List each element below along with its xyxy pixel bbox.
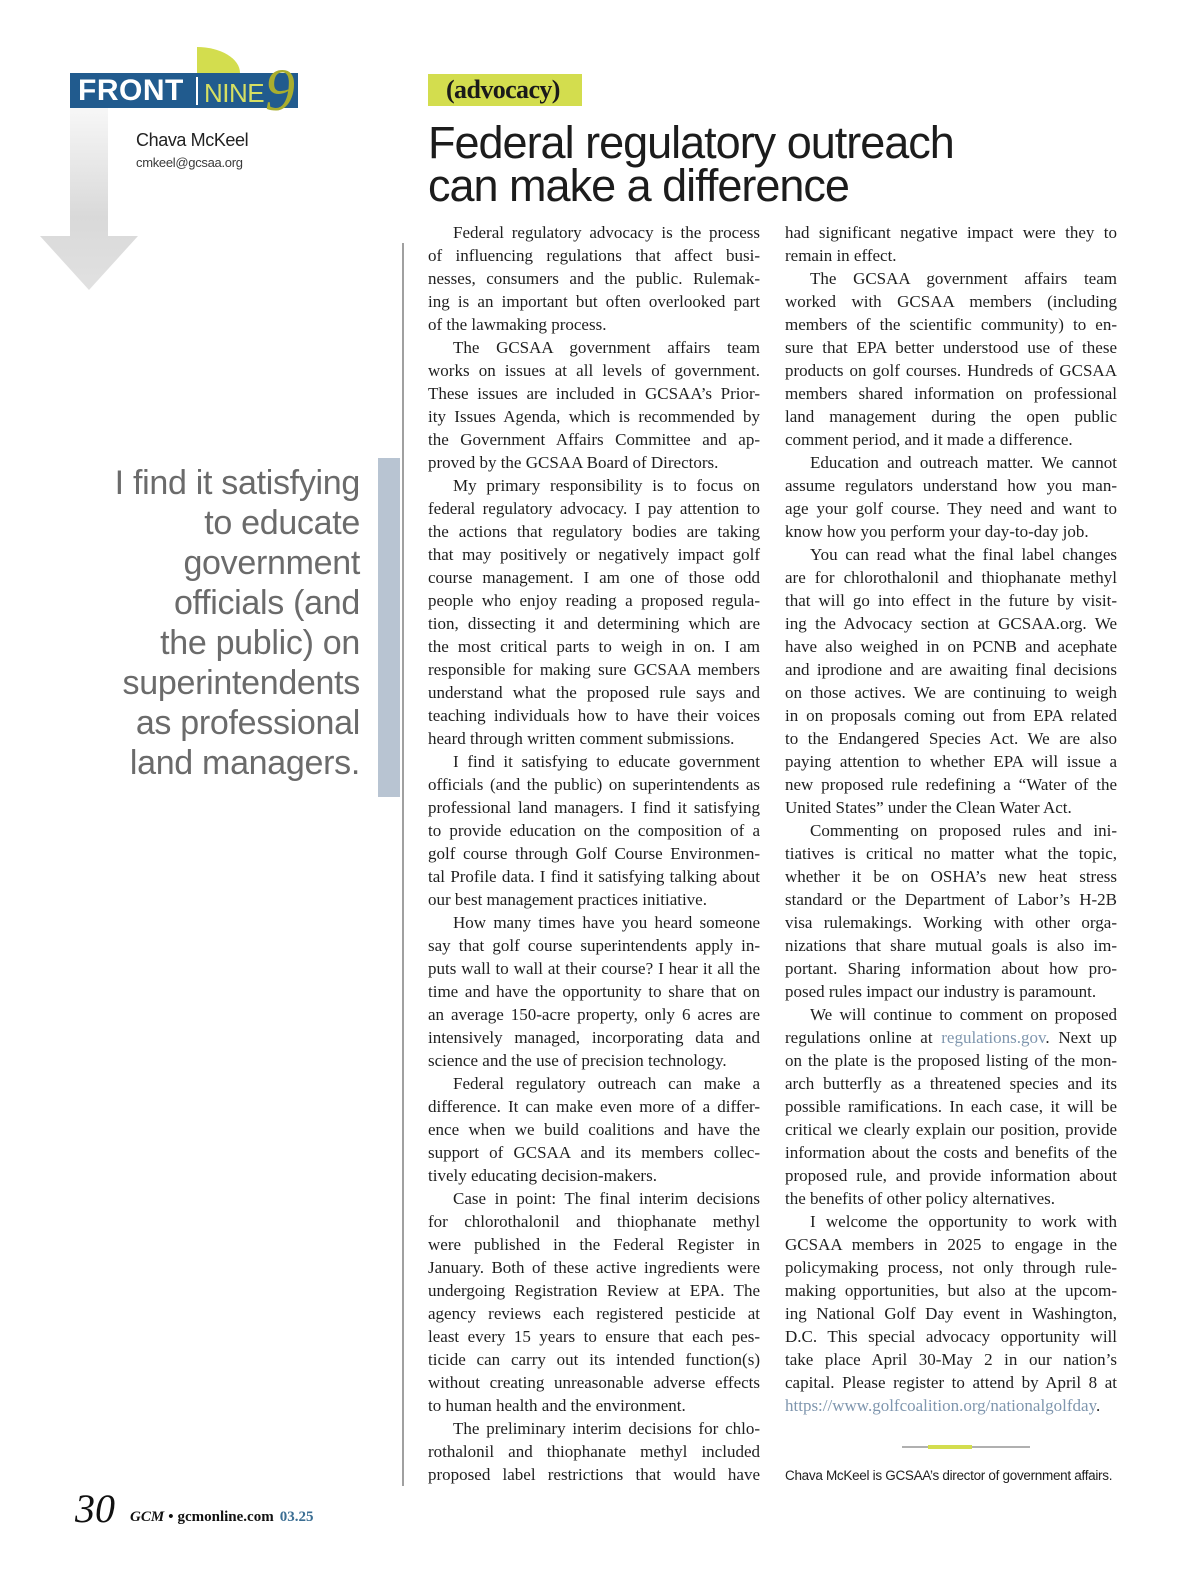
body-paragraph: [785, 221, 1117, 267]
body-text-line: possible ramifications. In each case, it will be: [785, 1097, 1117, 1116]
pull-quote-line: as professional: [135, 704, 360, 742]
body-paragraph: [785, 1210, 1117, 1417]
body-paragraph: [428, 1187, 760, 1417]
body-text-line: Education and outreach matter. We cannot: [810, 453, 1117, 472]
body-text-line: new proposed rule redefining a “Water of the: [785, 775, 1117, 794]
body-text-line: assume regulators understand how you man-: [785, 476, 1117, 495]
body-text-line: the benefits of other policy alternatives.: [785, 1189, 1056, 1208]
column-rule: [402, 243, 404, 1486]
logo-numeral: 9: [265, 57, 295, 123]
body-text-line: support of GCSAA and its members collec-: [428, 1143, 760, 1162]
body-text-line: sure that EPA better understood use of these: [785, 338, 1117, 357]
body-text-line: land management during the open public: [785, 407, 1117, 426]
body-text-line: worked with GCSAA members (including: [785, 292, 1117, 311]
author-bio: Chava McKeel is GCSAA’s director of government affairs.: [785, 1468, 1113, 1483]
body-text-line: standard or the Department of Labor’s H-2B: [785, 890, 1117, 909]
body-text-line: Federal regulatory advocacy is the process: [453, 223, 760, 242]
body-text-line: undergoing Registration Review at EPA. The: [428, 1281, 760, 1300]
body-text-line: comment period, and it made a difference.: [785, 430, 1073, 449]
body-paragraph: [428, 1072, 760, 1187]
body-text-line: [785, 1026, 1117, 1049]
body-text-line: for chlorothalonil and thiophanate methyl: [428, 1212, 760, 1231]
body-text-line: You can read what the final label changes: [810, 545, 1117, 564]
body-text-line: on the plate is the proposed listing of the mon-: [785, 1051, 1117, 1070]
category-tag: [428, 74, 582, 106]
body-text-line: agency reviews each registered pesticide at: [428, 1304, 760, 1323]
body-text-line: without creating unreasonable adverse effects: [428, 1373, 760, 1392]
body-text-line: members of the scientific community) to en-: [785, 315, 1117, 334]
body-text-line: to provide education on the composition of a: [428, 821, 760, 840]
body-text-line: least every 15 years to ensure that each pes-: [428, 1327, 760, 1346]
body-paragraph: [428, 1417, 760, 1486]
body-text-line: United States” under the Clean Water Act.: [785, 798, 1072, 817]
body-text-line: puts wall to wall at their course? I hear it all the: [428, 959, 760, 978]
body-text-line: say that golf course superintendents apply in-: [428, 936, 760, 955]
body-text-line: ence when we build coalitions and have the: [428, 1120, 760, 1139]
pull-quote-line: government: [183, 544, 360, 582]
body-text-line: know how you perform your day-to-day job.: [785, 522, 1089, 541]
body-text-line: capital. Please register to attend by April 8 at: [785, 1373, 1117, 1392]
body-text-line: posed rules impact our industry is paramount.: [785, 982, 1097, 1001]
body-text-line: The GCSAA government affairs team: [453, 338, 760, 357]
author-email: cmkeel@gcsaa.org: [136, 155, 243, 170]
body-text-line: on those actives. We are continuing to weigh: [785, 683, 1117, 702]
body-text-line: ing is an important but often overlooked part: [428, 292, 760, 311]
body-text-line: My primary responsibility is to focus on: [453, 476, 760, 495]
body-text-line: take place April 30-May 2 in our nation’s: [785, 1350, 1117, 1369]
body-text-line: that may positively or negatively impact golf: [428, 545, 760, 564]
footer-issue-date: 03.25: [279, 1509, 314, 1525]
page-number: 30: [75, 1486, 115, 1531]
section-divider-accent: [928, 1445, 972, 1449]
body-text-line: These issues are included in GCSAA’s Prior-: [428, 384, 760, 403]
body-text-line: age your golf course. They need and want to: [785, 499, 1117, 518]
body-text-line: an average 150-acre property, only 6 acres are: [428, 1005, 760, 1024]
body-text-line: critical we clearly explain our position, provide: [785, 1120, 1117, 1139]
body-text-line: understand what the proposed rule says and: [428, 683, 760, 702]
pull-quote-line: land managers.: [129, 744, 360, 782]
pull-quote-line: I find it satisfying: [114, 464, 360, 502]
body-text-line: in on proposals coming out from EPA related: [785, 706, 1117, 725]
body-text-line: paying attention to whether EPA will issue a: [785, 752, 1117, 771]
body-text-line: information about the costs and benefits of the: [785, 1143, 1117, 1162]
body-text-line: tiatives is critical no matter what the topic,: [785, 844, 1117, 863]
body-text-line: GCSAA members in 2025 to engage in the: [785, 1235, 1117, 1254]
body-text-line: nizations that share mutual goals is also im-: [785, 936, 1117, 955]
body-text-line: I find it satisfying to educate government: [453, 752, 760, 771]
body-text-line: to human health and the environment.: [428, 1396, 686, 1415]
footer-folio: [130, 1508, 313, 1526]
body-text-line: We will continue to comment on proposed: [810, 1005, 1117, 1024]
body-paragraph: [428, 474, 760, 750]
body-text-line: tively educating decision-makers.: [428, 1166, 657, 1185]
body-text-line: of the lawmaking process.: [428, 315, 607, 334]
body-text-line: visa rulemakings. Working with other orga-: [785, 913, 1117, 932]
body-text-line: remain in effect.: [785, 246, 897, 265]
body-text-line: teaching individuals how to have their voices: [428, 706, 760, 725]
body-paragraph: [428, 911, 760, 1072]
author-name: Chava McKeel: [136, 130, 249, 150]
footer-publication: GCM: [130, 1509, 165, 1525]
body-text-line: D.C. This special advocacy opportunity will: [785, 1327, 1117, 1346]
body-text-line: heard through written comment submissions.: [428, 729, 735, 748]
pull-quote-bar: [378, 458, 400, 797]
body-paragraph: [785, 267, 1117, 451]
body-text-line: people who enjoy reading a proposed regula-: [428, 591, 760, 610]
footer-separator: •: [168, 1509, 174, 1525]
down-arrow-icon: [40, 108, 138, 290]
body-text-line: federal regulatory advocacy. I pay attention to: [428, 499, 760, 518]
body-text-line: portant. Sharing information about how pro-: [785, 959, 1117, 978]
body-text-line: the Government Affairs Committee and ap-: [428, 430, 760, 449]
body-text-line: the actions that regulatory bodies are taking: [428, 522, 760, 541]
body-text-line: tion, dissecting it and determining which are: [428, 614, 760, 633]
body-text-line: the most critical parts to weigh in on. I am: [428, 637, 760, 656]
body-text-line: ticide can carry out its intended function(s): [428, 1350, 760, 1369]
body-text-segment: .: [1096, 1396, 1101, 1415]
logo-divider: [196, 77, 198, 105]
body-text-line: ing National Golf Day event in Washington,: [785, 1304, 1117, 1323]
body-column-2: [785, 221, 1117, 1417]
body-text-line: proposed label restrictions that would have: [428, 1465, 760, 1484]
body-text-line: had significant negative impact were they to: [785, 223, 1117, 242]
body-paragraph: [785, 543, 1117, 819]
body-text-line: are for chlorothalonil and thiophanate methyl: [785, 568, 1117, 587]
body-text-line: arch butterfly as a threatened species and its: [785, 1074, 1117, 1093]
body-text-line: I welcome the opportunity to work with: [810, 1212, 1117, 1231]
body-text-line: Federal regulatory outreach can make a: [453, 1074, 760, 1093]
pull-quote-line: superintendents: [122, 664, 360, 702]
body-text-line: that will go into effect in the future by visit-: [785, 591, 1117, 610]
body-text-line: policymaking process, not only through rule-: [785, 1258, 1117, 1277]
headline-line: can make a difference: [428, 160, 849, 211]
body-text-line: our best management practices initiative.: [428, 890, 707, 909]
body-text-segment: regulations online at: [785, 1028, 942, 1047]
body-text-line: products on golf courses. Hundreds of GCSAA: [785, 361, 1117, 380]
body-text-line: and iprodione and are awaiting final decisions: [785, 660, 1117, 679]
headline: [428, 117, 954, 211]
logo-word-front: FRONT: [78, 74, 184, 107]
body-paragraph: [785, 1003, 1117, 1210]
pull-quote-line: the public) on: [160, 624, 360, 662]
body-text-line: professional land managers. I find it satisfying: [428, 798, 760, 817]
body-text-line: How many times have you heard someone: [453, 913, 760, 932]
body-text-line: rothalonil and thiophanate methyl included: [428, 1442, 760, 1461]
body-text-line: proposed rule, and provide information about: [785, 1166, 1117, 1185]
body-text-line: intensively managed, incorporating data and: [428, 1028, 760, 1047]
body-text-line: The GCSAA government affairs team: [810, 269, 1117, 288]
footer-website: gcmonline.com: [177, 1509, 274, 1525]
body-text-line: whether it be on OSHA’s new heat stress: [785, 867, 1117, 886]
body-text-line: The preliminary interim decisions for chlo-: [453, 1419, 760, 1438]
logo-word-nine: NINE: [204, 78, 265, 108]
body-paragraph: [785, 819, 1117, 1003]
body-text-line: members shared information on professional: [785, 384, 1117, 403]
logo-accent-shape: [197, 47, 240, 73]
body-text-line: science and the use of precision technology.: [428, 1051, 727, 1070]
body-text-line: were published in the Federal Register in: [428, 1235, 760, 1254]
body-text-line: officials (and the public) on superintendents as: [428, 775, 760, 794]
body-text-line: making opportunities, but also at the upcom-: [785, 1281, 1117, 1300]
body-text-line: [785, 1394, 1117, 1417]
body-text-line: works on issues at all levels of government.: [428, 361, 760, 380]
pull-quote-line: officials (and: [173, 584, 360, 622]
body-text-line: nesses, consumers and the public. Rulemak-: [428, 269, 760, 288]
body-text-line: January. Both of these active ingredients were: [428, 1258, 760, 1277]
inline-link[interactable]: regulations.gov: [941, 1028, 1046, 1047]
body-text-line: have also weighed in on PCNB and acephate: [785, 637, 1117, 656]
body-text-line: time and have the opportunity to share that on: [428, 982, 760, 1001]
headline-line: Federal regulatory outreach: [428, 117, 954, 168]
body-text-line: Commenting on proposed rules and ini-: [810, 821, 1117, 840]
body-text-line: of influencing regulations that affect busi-: [428, 246, 760, 265]
category-tag-label: (advocacy): [446, 75, 560, 104]
body-text-line: proved by the GCSAA Board of Directors.: [428, 453, 719, 472]
body-paragraph: [428, 221, 760, 336]
body-paragraph: [428, 750, 760, 911]
body-column-1: [428, 221, 760, 1486]
body-text-line: ing the Advocacy section at GCSAA.org. We: [785, 614, 1117, 633]
body-text-line: course management. I am one of those odd: [428, 568, 760, 587]
body-text-line: Case in point: The final interim decisions: [453, 1189, 760, 1208]
pull-quote: [115, 463, 360, 783]
pull-quote-line: to educate: [204, 504, 360, 542]
body-text-line: difference. It can make even more of a differ-: [428, 1097, 760, 1116]
body-text-segment: . Next up: [1045, 1028, 1117, 1047]
body-paragraph: [785, 451, 1117, 543]
body-text-line: golf course through Golf Course Environmen-: [428, 844, 760, 863]
body-text-line: to the Endangered Species Act. We are also: [785, 729, 1117, 748]
inline-link[interactable]: https://www.golfcoalition.org/nationalgolfday: [785, 1396, 1096, 1415]
body-text-line: responsible for making sure GCSAA members: [428, 660, 760, 679]
body-paragraph: [428, 336, 760, 474]
body-text-line: ity Issues Agenda, which is recommended by: [428, 407, 760, 426]
body-text-line: tal Profile data. I find it satisfying talking about: [428, 867, 760, 886]
